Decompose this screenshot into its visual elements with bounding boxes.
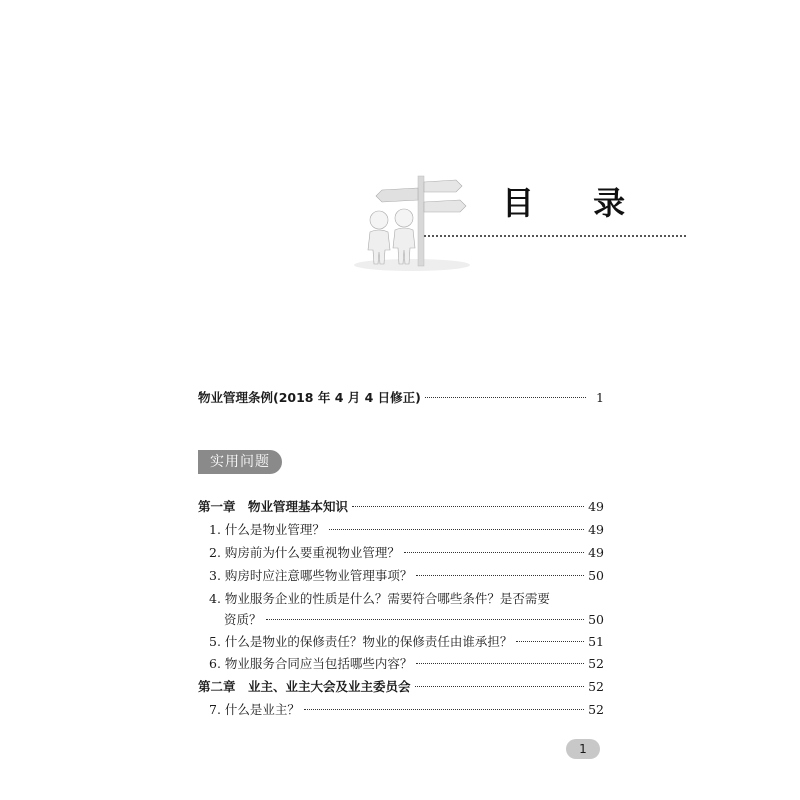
page-number-badge: 1 [566,739,600,759]
section-badge: 实用问题 [198,450,282,474]
toc-entry-label: 2. 购房前为什么要重视物业管理？ [209,545,400,560]
toc-entry-regulation[interactable] [198,388,604,408]
toc-entry-label: 资质？ [224,612,262,627]
toc-entry-label: 6. 物业服务合同应当包括哪些内容？ [209,656,413,671]
toc-entry-page: 50 [588,612,604,627]
toc-entry-label: 3. 购房时应注意哪些物业管理事项？ [209,568,413,583]
toc-entry-label: 第一章 物业管理基本知识 [198,499,349,514]
toc-entry-page: 52 [588,679,604,694]
toc-entry-label: 5. 什么是物业的保修责任？物业的保修责任由谁承担？ [209,634,513,649]
toc-entry-page: 52 [588,702,604,717]
leader-dots [304,709,584,710]
toc-entry[interactable] [209,654,604,674]
toc-entry[interactable] [209,589,604,609]
leader-dots [352,506,584,507]
toc-entry-page: 1 [596,390,604,405]
toc-entry[interactable] [209,632,604,652]
toc-entry-page: 49 [588,499,604,514]
toc-entry[interactable] [209,543,604,563]
toc-entry[interactable] [209,566,604,586]
toc-entry-page: 52 [588,656,604,671]
toc-entry-label: 第二章 业主、业主大会及业主委员会 [198,679,411,694]
signpost-figures-icon [352,172,482,272]
toc-entry-label: 7. 什么是业主？ [209,702,300,717]
leader-dots [416,575,584,576]
leader-dots [329,529,584,530]
leader-dots [516,641,584,642]
toc-chapter[interactable] [198,497,604,517]
toc-entry-page: 49 [588,522,604,537]
title-divider [424,235,686,237]
leader-dots [415,686,585,687]
toc-entry-label: 1. 什么是物业管理？ [209,522,325,537]
toc-entry[interactable] [209,700,604,720]
toc-entry-page: 50 [588,568,604,583]
toc-entry-continuation[interactable] [224,610,604,630]
leader-dots [404,552,584,553]
toc-entry-page: 51 [588,634,604,649]
page-title: 目 录 [502,184,650,222]
leader-dots [416,663,584,664]
toc-entry[interactable] [209,520,604,540]
toc-entry-page: 49 [588,545,604,560]
leader-dots [425,397,586,398]
toc-entry-label: 4. 物业服务企业的性质是什么？需要符合哪些条件？是否需要 [209,591,550,606]
toc-entry-label: 物业管理条例(2018 年 4 月 4 日修正) [198,390,421,405]
leader-dots [266,619,585,620]
toc-chapter[interactable] [198,677,604,697]
